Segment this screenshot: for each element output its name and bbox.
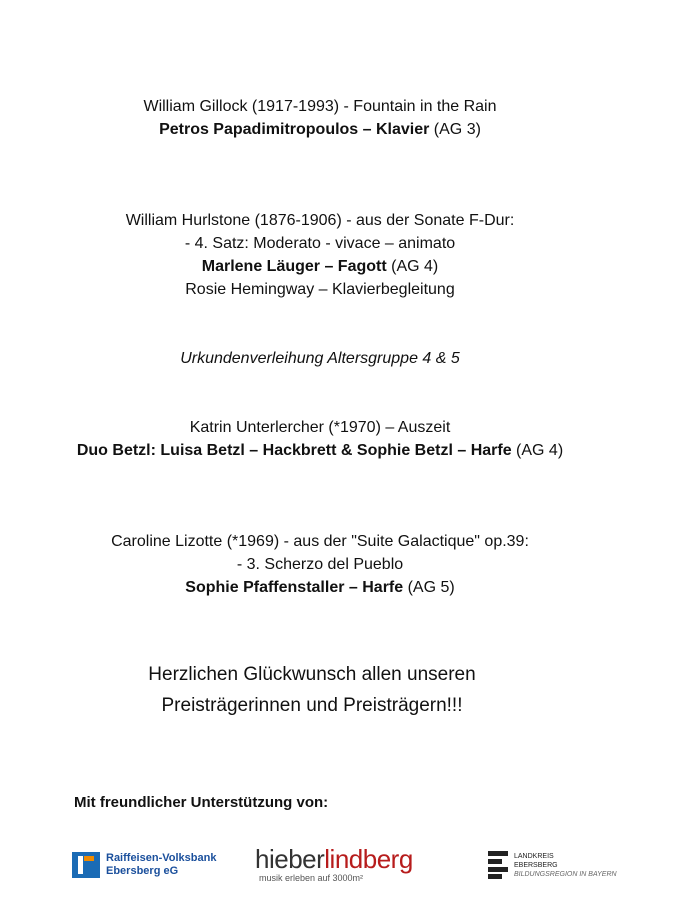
hieber-word: hieber xyxy=(255,844,325,874)
program-text: (AG 3) xyxy=(429,121,481,138)
performer-name: Sophie Pfaffenstaller – Harfe xyxy=(185,579,404,596)
program-line xyxy=(0,118,640,141)
hieber-lindberg-wordmark xyxy=(255,845,455,873)
program-line xyxy=(0,576,640,599)
program-block-1 xyxy=(0,95,640,141)
landkreis-logo xyxy=(488,845,618,885)
program-block-5 xyxy=(0,530,640,599)
landkreis-line-1: LANDKREIS xyxy=(514,852,554,860)
program-text: Katrin Unterlercher (*1970) – Auszeit xyxy=(189,419,451,436)
program-text: Rosie Hemingway – Klavierbegleitung xyxy=(185,281,455,298)
raiffeisen-icon xyxy=(72,852,100,878)
program-text: (AG 4) xyxy=(386,258,439,275)
program-line xyxy=(0,347,640,370)
program-line xyxy=(0,95,640,118)
raiffeisen-line-2: Ebersberg eG xyxy=(106,865,179,877)
landkreis-wordmark xyxy=(514,852,617,879)
program-line xyxy=(0,439,640,462)
congrats-line-2: Preisträgerinnen und Preisträgern!!! xyxy=(161,695,463,716)
program-text: - 4. Satz: Moderato - vivace – animato xyxy=(184,235,456,252)
performer-name: Marlene Läuger – Fagott xyxy=(201,258,387,275)
program-text: - 3. Scherzo del Pueblo xyxy=(236,556,404,573)
raiffeisen-line-1: Raiffeisen-Volksbank xyxy=(106,852,217,864)
congrats-line-1: Herzlichen Glückwunsch allen unseren xyxy=(148,664,476,685)
program-line xyxy=(0,530,640,553)
lindberg-word: lindberg xyxy=(324,844,413,874)
program-text: Urkundenverleihung Altersgruppe 4 & 5 xyxy=(180,350,460,367)
hieber-lindberg-logo xyxy=(255,845,455,885)
program-text: (AG 5) xyxy=(403,579,455,596)
program-block-3 xyxy=(0,347,640,370)
landkreis-line-3: BILDUNGSREGION IN BAYERN xyxy=(514,870,617,878)
program-line xyxy=(0,416,640,439)
program-line xyxy=(0,553,640,576)
program-block-2 xyxy=(0,209,640,301)
landkreis-icon xyxy=(488,851,508,879)
program-line xyxy=(0,232,640,255)
program-block-4 xyxy=(0,416,640,462)
program-text: Caroline Lizotte (*1969) - aus der "Suite Galactique" op.39: xyxy=(111,533,529,550)
performer-name: Duo Betzl: Luisa Betzl – Hackbrett & Sophie Betzl – Harfe xyxy=(76,442,512,459)
landkreis-line-2: EBERSBERG xyxy=(514,861,558,869)
sponsor-label: Mit freundlicher Unterstützung von: xyxy=(74,794,329,811)
program-line xyxy=(0,255,640,278)
program-line xyxy=(0,278,640,301)
program-text: William Hurlstone (1876-1906) - aus der Sonate F-Dur: xyxy=(125,212,515,229)
hieber-lindberg-tagline: musik erleben auf 3000m² xyxy=(259,873,364,883)
performer-name: Petros Papadimitropoulos – Klavier xyxy=(159,121,430,138)
program-text: William Gillock (1917-1993) - Fountain in the Rain xyxy=(143,98,497,115)
raiffeisen-wordmark xyxy=(106,852,216,878)
program-text: (AG 4) xyxy=(511,442,564,459)
congrats-block xyxy=(0,659,632,721)
raiffeisen-logo xyxy=(72,845,237,885)
program-line xyxy=(0,209,640,232)
